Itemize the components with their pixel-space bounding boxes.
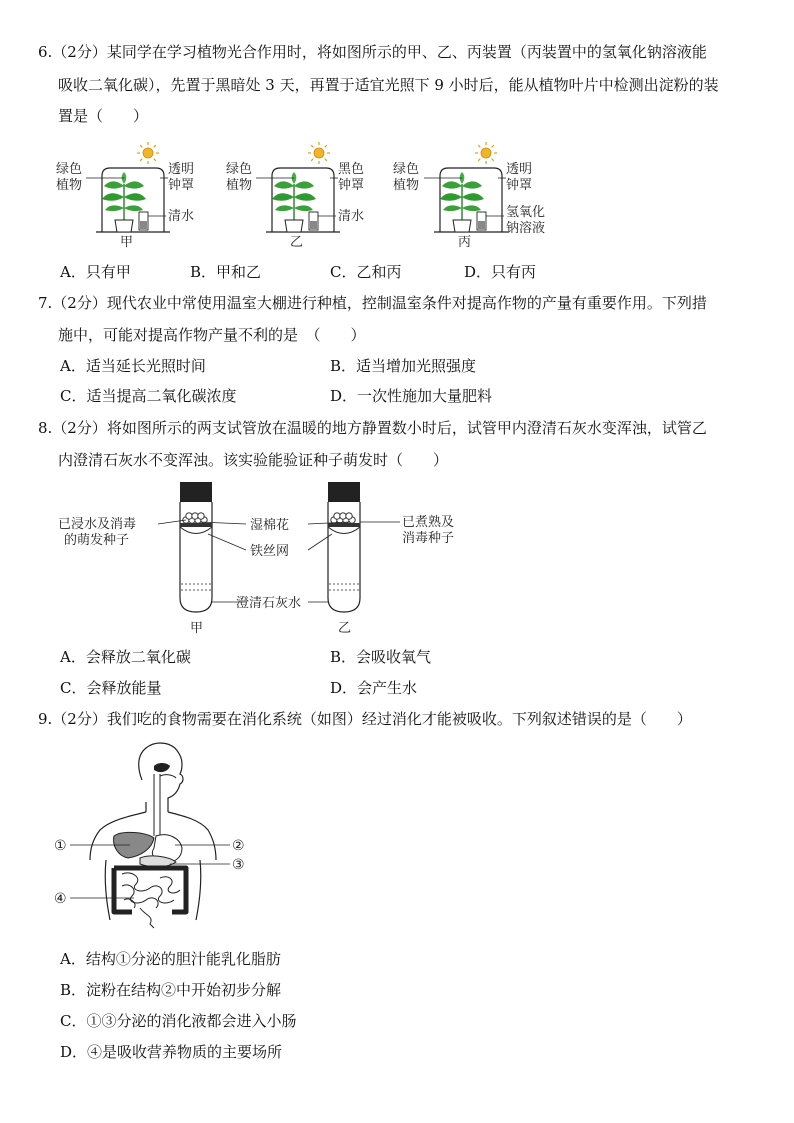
yi-right-label1: 黑色 <box>338 162 365 177</box>
q8-option-a[interactable]: A．会释放二氧化碳 <box>60 648 191 666</box>
bing-right-label1: 透明 <box>506 162 533 177</box>
yi-left-label1: 绿色 <box>226 162 253 177</box>
q6-stem-line2: 吸收二氧化碳），先置于黑暗处 3 天，再置于适宜光照下 9 小时后，能从植物叶片中检测出淀粉的装 <box>58 76 719 94</box>
q6-option-b[interactable]: B．甲和乙 <box>190 263 262 281</box>
q9-option-c[interactable]: C．①③分泌的消化液都会进入小肠 <box>60 1012 297 1030</box>
bing-left-label1: 绿色 <box>393 162 420 177</box>
bing-liquid-label1: 氢氧化 <box>506 205 546 220</box>
q6-stem-line3: 置是（ ） <box>58 107 149 125</box>
jia-left-label1: 绿色 <box>56 162 83 177</box>
q6-option-d[interactable]: D．只有丙 <box>464 263 537 281</box>
tube2-caption: 乙 <box>338 621 352 636</box>
q8-option-b[interactable]: B．会吸收氧气 <box>330 648 432 666</box>
marker-1: ① <box>54 838 67 854</box>
tube-yi <box>328 482 360 636</box>
jia-liquid-label: 清水 <box>168 209 195 224</box>
jia-caption: 甲 <box>120 235 134 250</box>
q6-option-a[interactable]: A．只有甲 <box>60 263 131 281</box>
q7-option-c[interactable]: C．适当提高二氧化碳浓度 <box>60 387 237 405</box>
seed-label-left1: 已浸水及消毒 <box>58 517 137 532</box>
bing-caption: 丙 <box>458 235 472 250</box>
q9-figure-digestive-system <box>50 740 250 935</box>
q7-option-d[interactable]: D．一次性施加大量肥料 <box>330 387 493 405</box>
q7-option-b[interactable]: B．适当增加光照强度 <box>330 357 477 375</box>
jia-right-label1: 透明 <box>168 162 195 177</box>
seed-label-right1: 已煮熟及 <box>402 515 455 530</box>
cotton-label: 湿棉花 <box>250 518 290 533</box>
yi-right-label2: 钟罩 <box>338 178 365 193</box>
q7-stem-line2: 施中，可能对提高作物产量不利的是 （ ） <box>58 326 366 344</box>
bing-left-label2: 植物 <box>393 178 420 193</box>
q9-option-d[interactable]: D．④是吸收营养物质的主要场所 <box>60 1043 283 1061</box>
yi-caption: 乙 <box>290 235 304 250</box>
marker-2: ② <box>232 838 245 854</box>
jar-bing <box>393 142 545 250</box>
yi-liquid-label: 清水 <box>338 209 365 224</box>
q6-option-c[interactable]: C．乙和丙 <box>330 263 402 281</box>
q8-figure-test-tubes <box>50 478 480 638</box>
q8-stem-line2: 内澄清石灰水不变浑浊。该实验能验证种子萌发时（ ） <box>58 451 449 469</box>
q8-option-d[interactable]: D．会产生水 <box>330 679 418 697</box>
seed-label-left2: 的萌发种子 <box>64 533 130 548</box>
bing-right-label2: 钟罩 <box>506 178 533 193</box>
jia-left-label2: 植物 <box>56 178 83 193</box>
q9-option-a[interactable]: A．结构①分泌的胆汁能乳化脂肪 <box>60 950 281 968</box>
q9-option-b[interactable]: B．淀粉在结构②中开始初步分解 <box>60 981 282 999</box>
q6-stem-line1: 6.（2分）某同学在学习植物光合作用时，将如图所示的甲、乙、丙装置（丙装置中的氢氧化钠溶液能 <box>38 43 707 61</box>
q8-option-c[interactable]: C．会释放能量 <box>60 679 162 697</box>
jar-jia <box>56 142 194 250</box>
jar-yi <box>226 142 364 250</box>
bing-liquid-label2: 钠溶液 <box>506 221 546 236</box>
tube1-caption: 甲 <box>190 621 204 636</box>
wire-mesh-label: 铁丝网 <box>250 544 290 559</box>
q7-option-a[interactable]: A．适当延长光照时间 <box>60 357 206 375</box>
q6-figure-bell-jars <box>40 138 560 253</box>
q8-stem-line1: 8.（2分）将如图所示的两支试管放在温暖的地方静置数小时后，试管甲内澄清石灰水变浑浊，试管乙 <box>38 419 707 437</box>
marker-3: ③ <box>232 857 245 873</box>
seed-label-right2: 消毒种子 <box>402 531 455 546</box>
tube-jia <box>180 482 212 636</box>
q7-stem-line1: 7.（2分）现代农业中常使用温室大棚进行种植，控制温室条件对提高作物的产量有重要作用。下列措 <box>38 294 707 312</box>
marker-4: ④ <box>54 891 67 907</box>
q9-stem-line1: 9.（2分）我们吃的食物需要在消化系统（如图）经过消化才能被吸收。下列叙述错误的是（ ） <box>38 710 692 728</box>
limewater-label: 澄清石灰水 <box>236 596 302 611</box>
yi-left-label2: 植物 <box>226 178 253 193</box>
jia-right-label2: 钟罩 <box>168 178 195 193</box>
